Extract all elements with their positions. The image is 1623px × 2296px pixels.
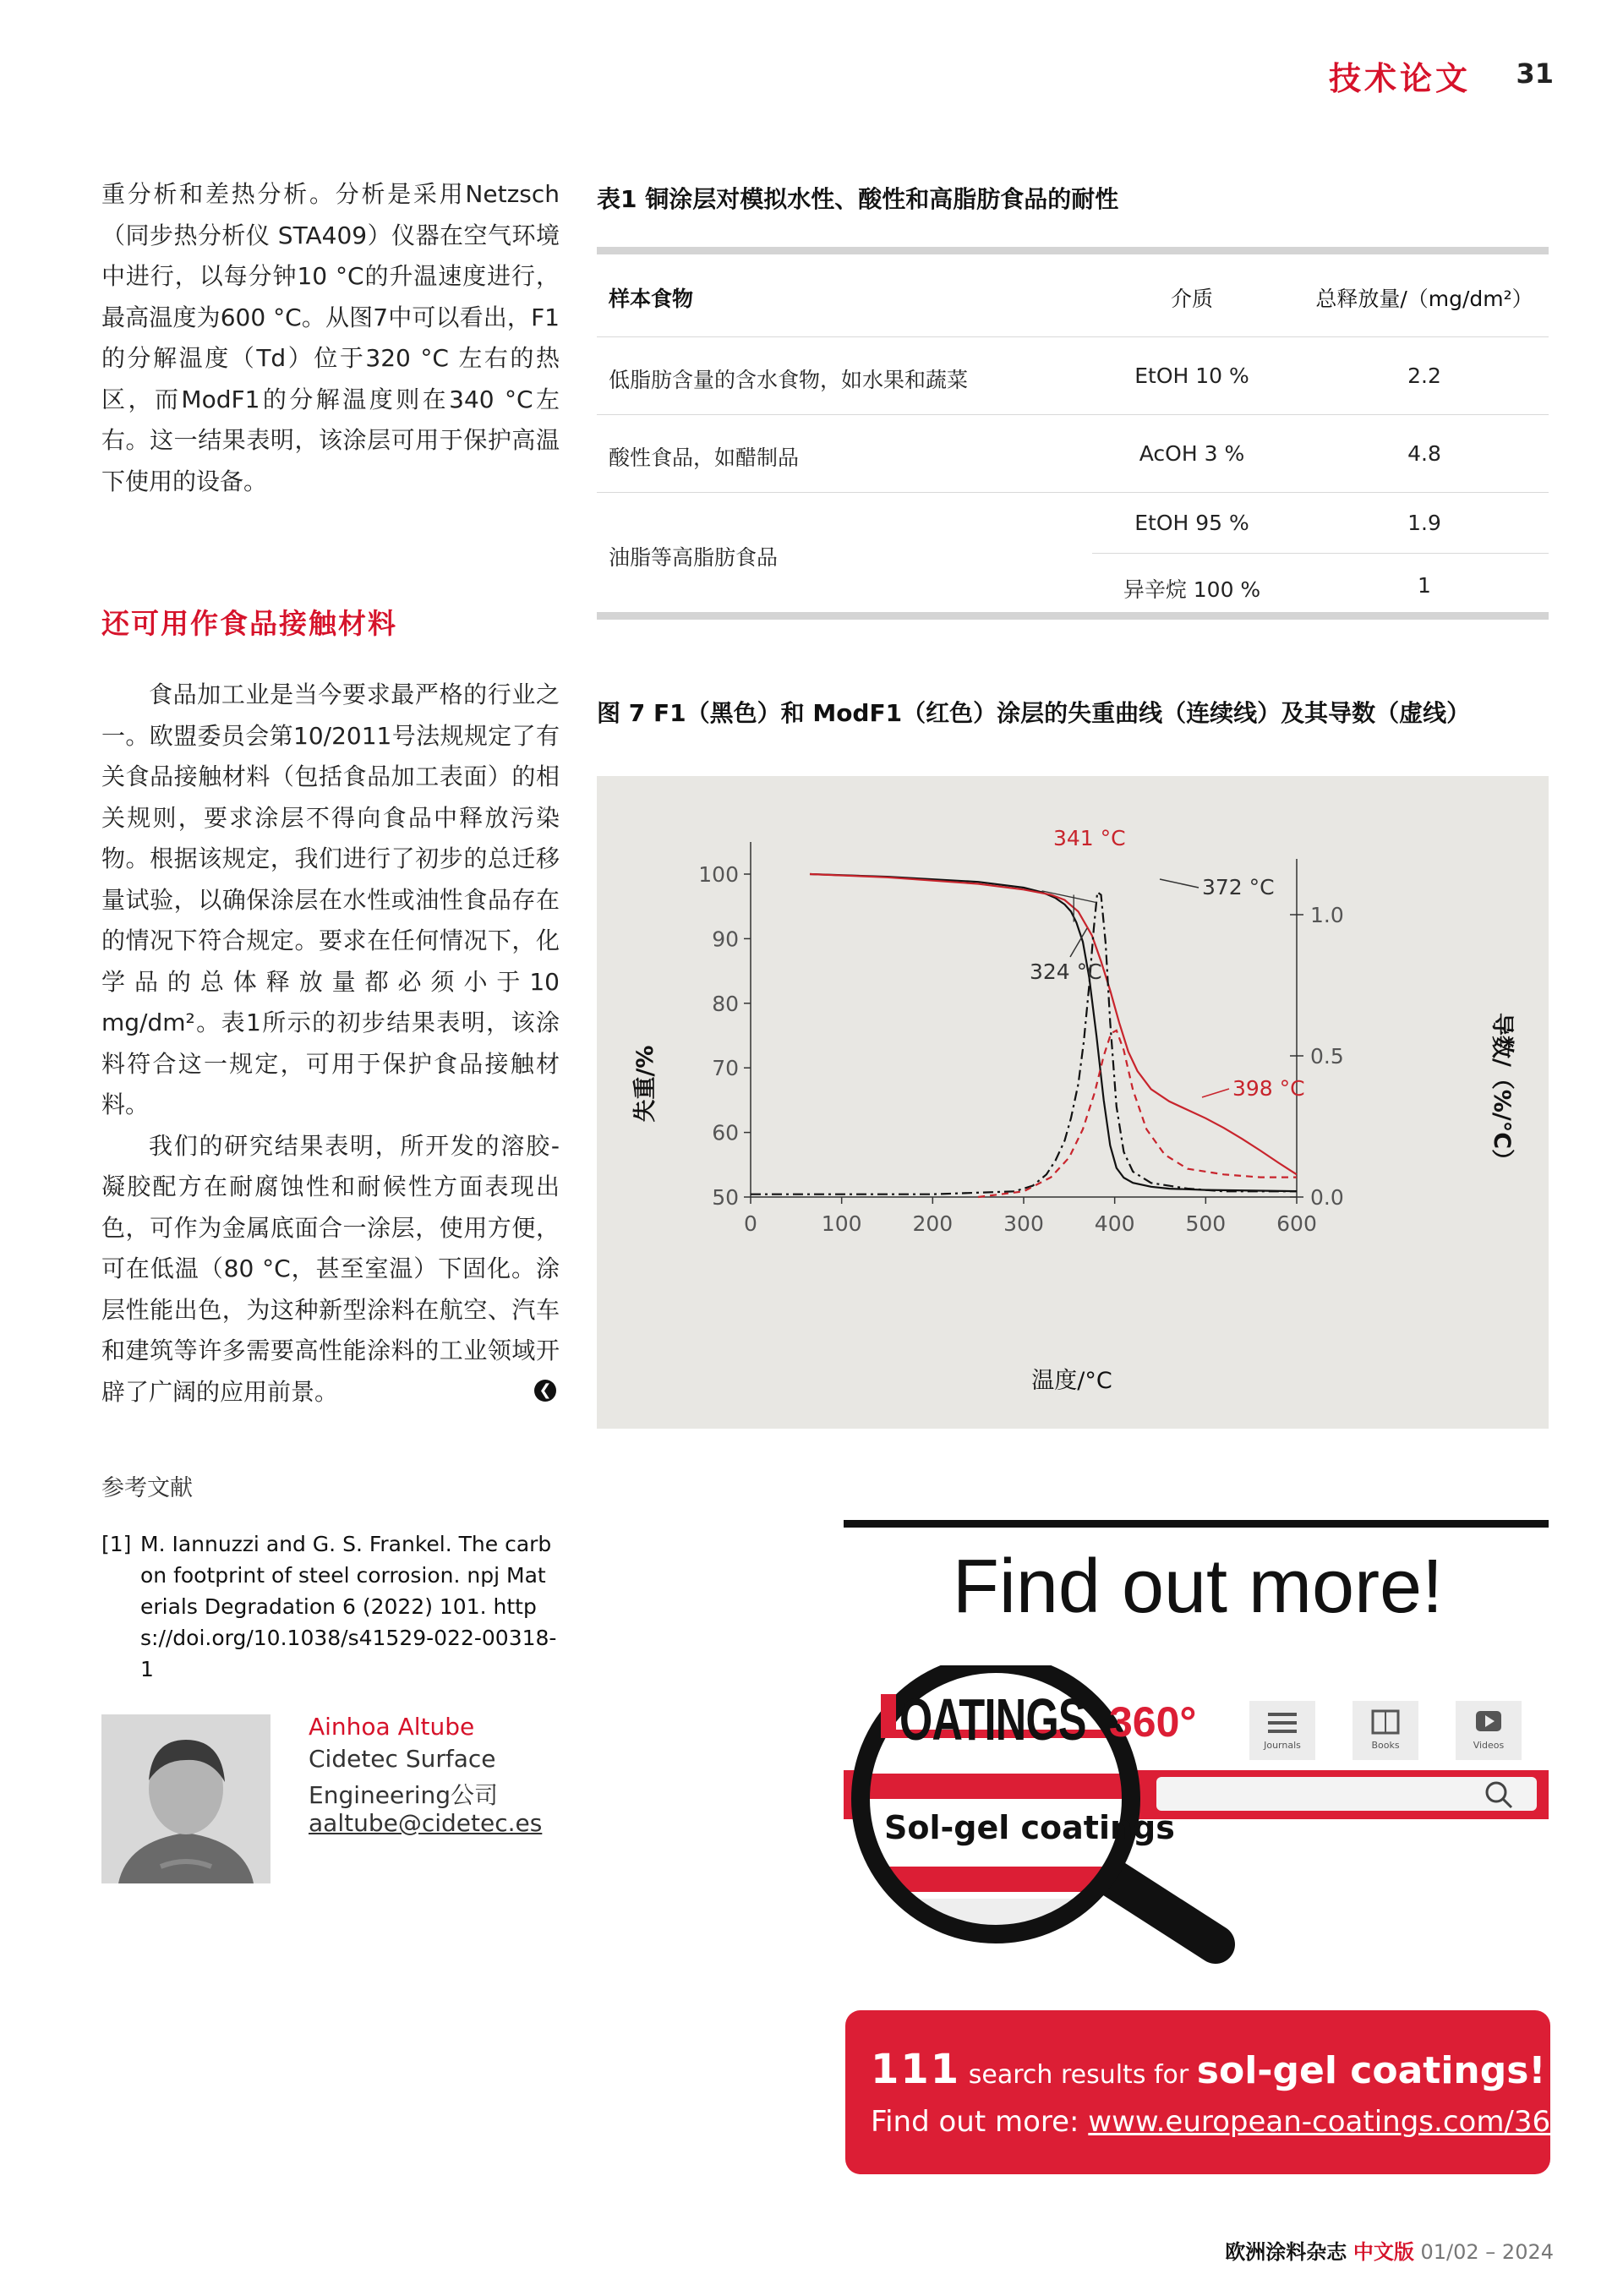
reference-item bbox=[101, 1528, 558, 1685]
table-row-1-medium: EtOH 10 % bbox=[1134, 364, 1249, 388]
chart-annotations bbox=[1030, 826, 1305, 1101]
series-line-4 bbox=[978, 1030, 1297, 1197]
videos-tab[interactable]: Videos bbox=[1473, 1740, 1505, 1751]
books-tab[interactable]: Books bbox=[1371, 1740, 1400, 1751]
author-email-link[interactable]: aaltube@cidetec.es bbox=[309, 1809, 543, 1837]
annotation-leader bbox=[1202, 1089, 1229, 1097]
ad-cta-line bbox=[871, 2105, 1569, 2139]
ad-results-line bbox=[871, 2046, 1545, 2093]
portrait-icon bbox=[101, 1714, 270, 1883]
table-rule bbox=[597, 336, 1549, 337]
annotation-label: 324 °C bbox=[1030, 959, 1102, 984]
table-row-2-release: 4.8 bbox=[1407, 441, 1441, 466]
references-heading: 参考文献 bbox=[101, 1475, 193, 1501]
reference-text: M. Iannuzzi and G. S. Frankel. The carbon footprint of steel corrosion. npj Materials Degradation 6 (2022) 101. https://doi.org/10.1038/s41529-022-00318-1 bbox=[140, 1532, 557, 1681]
x-tick-label: 600 bbox=[1276, 1211, 1317, 1236]
footer-magazine: 欧洲涂料杂志 bbox=[1225, 2240, 1347, 2264]
series-line-1 bbox=[810, 874, 1297, 1191]
section-label: 技术论文 bbox=[1328, 60, 1471, 97]
y-tick-label: 60 bbox=[712, 1120, 739, 1145]
y2-axis-label: 导数/（%/°C） bbox=[1489, 1012, 1515, 1173]
journals-tab[interactable]: Journals bbox=[1264, 1740, 1301, 1751]
series-line-2 bbox=[810, 874, 1297, 1174]
annotation-label: 372 °C bbox=[1202, 875, 1275, 899]
chart-series bbox=[751, 874, 1297, 1197]
ad-search-box bbox=[1156, 1777, 1537, 1811]
y-tick-label: 80 bbox=[712, 991, 739, 1016]
ad-brand-right: 360° bbox=[1109, 1698, 1197, 1746]
x-tick-label: 300 bbox=[1003, 1211, 1044, 1236]
table-row-1-release: 2.2 bbox=[1407, 364, 1441, 388]
table-header-release: 总释放量/（mg/dm²） bbox=[1315, 287, 1533, 311]
result-query: sol-gel coatings! bbox=[1196, 2049, 1546, 2092]
table-row-2-medium: AcOH 3 % bbox=[1139, 441, 1245, 466]
author-photo bbox=[101, 1714, 270, 1883]
magnified-query: Sol-gel coatings bbox=[884, 1809, 1175, 1846]
author-org-line2: Engineering公司 bbox=[309, 1781, 499, 1809]
body-paragraph-3: 我们的研究结果表明，所开发的溶胶-凝胶配方在耐腐蚀性和耐候性方面表现出色，可作为金属底面合一涂层，使用方便，可在低温（80 °C，甚至室温）下固化。涂层性能出色，为这种新型涂料在航空、汽车和建筑等许多需要高性能涂料的工业领域开辟了广阔的应用前景。 bbox=[101, 1131, 560, 1406]
author-org-line1: Cidetec Surface bbox=[309, 1745, 496, 1773]
onset-tangent bbox=[1042, 891, 1097, 903]
table-row-3-medium: EtOH 95 % bbox=[1134, 511, 1249, 535]
y-axis-label: 失重/% bbox=[632, 1045, 658, 1123]
table-row-1-food: 低脂肪含量的含水食物，如水果和蔬菜 bbox=[609, 368, 969, 392]
reference-number: [1] bbox=[101, 1532, 132, 1556]
table-rule bbox=[597, 414, 1549, 415]
table-rule bbox=[597, 492, 1549, 493]
result-count: 111 bbox=[871, 2046, 961, 2093]
table-rule bbox=[1092, 553, 1549, 554]
table-title: 表1 铜涂层对模拟水性、酸性和高脂肪食品的耐性 bbox=[597, 185, 1119, 213]
x-tick-label: 200 bbox=[912, 1211, 954, 1236]
section-heading: 还可用作食品接触材料 bbox=[101, 607, 397, 640]
x-tick-label: 400 bbox=[1094, 1211, 1135, 1236]
page-number: 31 bbox=[1516, 57, 1554, 90]
table-row-3-release: 1.9 bbox=[1407, 511, 1441, 535]
table-row-4-medium: 异辛烷 100 % bbox=[1123, 577, 1261, 602]
ad-top-rule bbox=[844, 1520, 1549, 1528]
table-header-food: 样本食物 bbox=[609, 287, 694, 311]
table-row-3-food: 油脂等高脂肪食品 bbox=[609, 545, 779, 570]
ad-brand-left: OATINGS bbox=[899, 1686, 1086, 1752]
table-header-medium: 介质 bbox=[1170, 287, 1213, 311]
body-paragraph-2-wrap bbox=[101, 675, 560, 1413]
table-top-bar bbox=[597, 247, 1549, 254]
y-tick-label: 90 bbox=[712, 927, 739, 952]
y-tick-label: 50 bbox=[712, 1185, 739, 1210]
result-text: search results for bbox=[968, 2060, 1189, 2090]
y2-tick-label: 0.0 bbox=[1310, 1185, 1344, 1210]
footer-edition: 中文版 bbox=[1352, 2240, 1414, 2264]
chart-panel bbox=[597, 776, 1549, 1429]
series-line-3 bbox=[751, 892, 1297, 1194]
annotation-label: 398 °C bbox=[1232, 1076, 1305, 1101]
x-tick-label: 0 bbox=[744, 1211, 757, 1236]
cta-text: Find out more: bbox=[871, 2105, 1079, 2139]
ad-url-link[interactable]: www.european-coatings.com/360 bbox=[1088, 2105, 1569, 2139]
y-tick-label: 100 bbox=[698, 862, 739, 887]
tga-chart bbox=[597, 776, 1549, 1429]
chart-ticks bbox=[698, 862, 1343, 1236]
end-of-article-icon: ❮ bbox=[534, 1380, 556, 1402]
page-footer bbox=[1225, 2235, 1554, 2265]
annotation-label: 341 °C bbox=[1053, 826, 1126, 850]
x-tick-label: 100 bbox=[821, 1211, 862, 1236]
ad-headline: Find out more! bbox=[952, 1544, 1444, 1629]
body-paragraph-1: 重分析和差热分析。分析是采用Netzsch（同步热分析仪 STA409）仪器在空气环境中进行，以每分钟10 °C的升温速度进行，最高温度为600 °C。从图7中可以看出，F1的分解温度（Td）位于320 °C 左右的热区，而ModF1的分解温度则在340 °C左右。这一结果表明，该涂层可用于保护高温下使用的设备。 bbox=[101, 180, 560, 495]
y2-tick-label: 1.0 bbox=[1310, 903, 1344, 927]
body-paragraph-1-wrap bbox=[101, 174, 560, 502]
y2-tick-label: 0.5 bbox=[1310, 1044, 1344, 1069]
table-row-2-food: 酸性食品，如醋制品 bbox=[609, 446, 800, 470]
table-row-4-release: 1 bbox=[1418, 573, 1431, 598]
x-tick-label: 500 bbox=[1185, 1211, 1227, 1236]
table-bottom-bar bbox=[597, 612, 1549, 620]
y-tick-label: 70 bbox=[712, 1056, 739, 1081]
body-paragraph-2: 食品加工业是当今要求最严格的行业之一。欧盟委员会第10/2011号法规规定了有关食品接触材料（包括食品加工表面）的相关规则，要求涂层不得向食品中释放污染物。根据该规定，我们进行了初步的总迁移量试验，以确保涂层在水性或油性食品存在的情况下符合规定。要求在任何情况下，化学品的总体释放量都必须小于10 mg/dm²。表1所示的初步结果表明，该涂料符合这一规定，可用于保护食品接触材料。 bbox=[101, 681, 560, 1118]
footer-date: 01/02 – 2024 bbox=[1420, 2240, 1554, 2264]
author-name: Ainhoa Altube bbox=[309, 1713, 475, 1741]
figure-title: 图 7 F1（黑色）和 ModF1（红色）涂层的失重曲线（连续线）及其导数（虚线） bbox=[597, 699, 1471, 727]
annotation-leader bbox=[1160, 879, 1199, 888]
x-axis-label: 温度/°C bbox=[1031, 1368, 1112, 1394]
